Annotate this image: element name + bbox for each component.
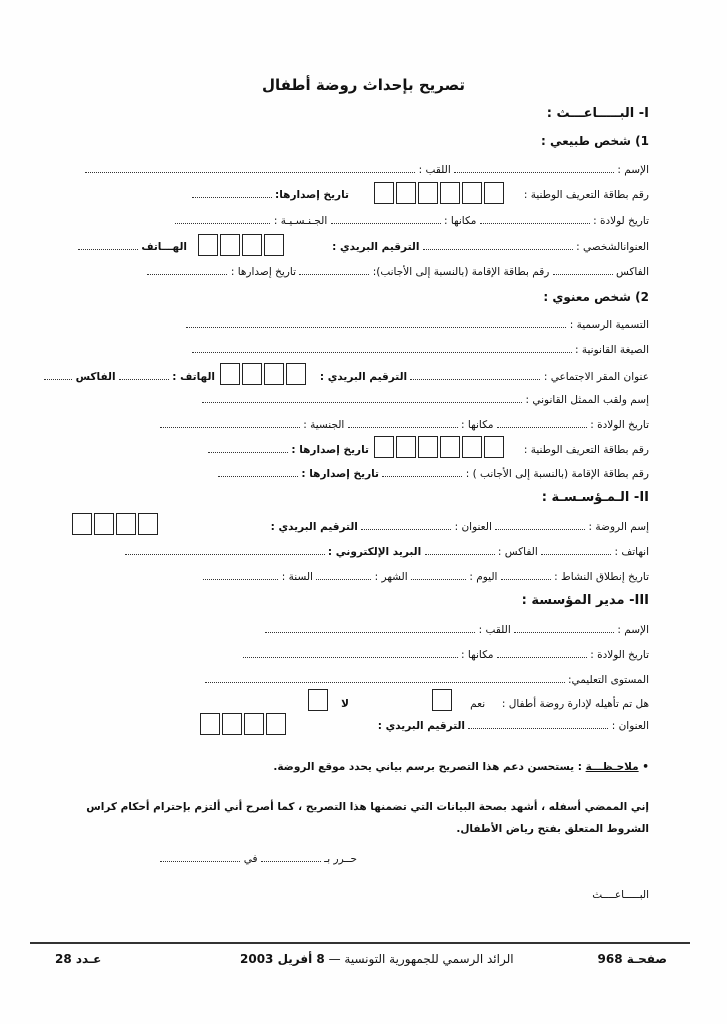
label-issue-date: تاريخ إصدارها: <box>275 189 349 201</box>
digit-box[interactable] <box>440 436 460 458</box>
label-birth-date: تاريخ الولادة : <box>590 419 649 431</box>
lp-issue-date-row <box>208 443 369 457</box>
inst-start-row <box>203 570 649 584</box>
np-national-id-row <box>524 188 649 202</box>
field-day[interactable] <box>411 570 466 580</box>
field-birth-date[interactable] <box>497 648 587 658</box>
digit-box[interactable] <box>94 513 114 535</box>
np-name-row <box>85 163 649 177</box>
field-official-name[interactable] <box>186 318 566 328</box>
np-national-id-boxes <box>372 182 504 204</box>
field-residence-issue-date[interactable] <box>218 467 298 477</box>
label-birth-date: تاريخ الولادة : <box>590 649 649 661</box>
field-phone[interactable] <box>119 370 169 380</box>
dir-no-label-wrap <box>341 697 349 711</box>
field-signed-at[interactable] <box>261 852 321 862</box>
label-address: العنوان : <box>454 521 492 533</box>
digit-box[interactable] <box>374 182 394 204</box>
label-registered-office: عنوان المقر الاجتماعي : <box>543 371 649 383</box>
field-surname[interactable] <box>85 163 415 173</box>
digit-box[interactable] <box>286 363 306 385</box>
checkbox-yes[interactable] <box>432 689 452 711</box>
field-legal-rep[interactable] <box>202 393 522 403</box>
dir-qualified-row <box>470 697 649 711</box>
digit-box[interactable] <box>396 436 416 458</box>
field-address[interactable] <box>468 719 608 729</box>
label-address: العنوانالشخصي : <box>576 241 649 253</box>
field-fax[interactable] <box>425 545 495 555</box>
label-nationality: الجـنـسـيـة : <box>273 215 328 227</box>
field-address[interactable] <box>361 520 451 530</box>
label-legal-rep: إسم ولقب الممثل القانوني : <box>525 394 649 406</box>
section-3-heading: III- مدير المؤسسة : <box>521 593 649 608</box>
inst-contact-row <box>125 545 649 559</box>
field-month[interactable] <box>316 570 371 580</box>
lp-legal-form-row <box>192 343 649 357</box>
field-address[interactable] <box>423 240 573 250</box>
digit-box[interactable] <box>266 713 286 735</box>
note <box>273 760 649 774</box>
digit-box[interactable] <box>222 713 242 735</box>
label-nationality: الجنسية : <box>303 419 345 431</box>
np-fax-row <box>147 265 649 279</box>
footer-page-number: صفحـة 968 <box>597 952 667 966</box>
label-surname: اللقب : <box>418 164 451 176</box>
signatory: البـــــاعــــث <box>592 889 649 901</box>
footer-journal <box>240 952 514 966</box>
digit-box[interactable] <box>418 182 438 204</box>
footer-date: 8 أفريل 2003 <box>240 952 325 966</box>
label-fax: الفاكس <box>615 266 649 278</box>
label-birth-date: تاريخ لولادة : <box>593 215 649 227</box>
digit-box[interactable] <box>242 363 262 385</box>
field-birth-place[interactable] <box>331 214 441 224</box>
section-2-heading: II- الـمـؤسـسـة : <box>541 490 649 505</box>
digit-box[interactable] <box>264 234 284 256</box>
digit-box[interactable] <box>198 234 218 256</box>
lp-legal-rep-row <box>202 393 649 407</box>
inst-postal-code-boxes <box>70 513 158 535</box>
np-postal-code-boxes <box>196 234 284 256</box>
dir-address-row <box>378 719 649 733</box>
label-start-date: تاريخ إنطلاق النشاط : <box>554 571 649 583</box>
label-phone: انهاتف : <box>614 546 649 558</box>
field-nationality[interactable] <box>160 418 300 428</box>
label-signed-on: في <box>243 853 258 865</box>
lp-official-name-row <box>186 318 649 332</box>
np-birth-row <box>175 214 649 228</box>
lp-birth-row <box>160 418 649 432</box>
field-legal-form[interactable] <box>192 343 572 353</box>
label-no: لا <box>341 698 349 710</box>
field-birth-place[interactable] <box>243 648 458 658</box>
dir-birth-row <box>243 648 649 662</box>
label-address: العنوان : <box>611 720 649 732</box>
checkbox-no[interactable] <box>308 689 328 711</box>
label-kindergarten-name: إسم الروضة : <box>588 521 649 533</box>
lp-office-row <box>320 370 649 384</box>
field-start-date[interactable] <box>501 570 551 580</box>
label-birth-place: مكانها : <box>461 649 494 661</box>
label-qualified-question: هل تم تأهيله لإدارة روضة أطفال : <box>501 698 649 710</box>
digit-box[interactable] <box>462 436 482 458</box>
field-issue-date[interactable] <box>192 188 272 198</box>
digit-box[interactable] <box>244 713 264 735</box>
field-fax[interactable] <box>553 265 613 275</box>
dir-name-row <box>265 623 649 637</box>
field-first-name[interactable] <box>514 623 614 633</box>
lp-postal-code-boxes <box>218 363 306 385</box>
label-official-name: التسمية الرسمية : <box>569 319 649 331</box>
digit-box[interactable] <box>138 513 158 535</box>
signed-row <box>160 852 357 866</box>
label-signed-at: حــرر بـ <box>324 853 357 865</box>
field-issue-date[interactable] <box>208 443 288 453</box>
note-text: : يستحسن دعم هذا التصريح برسم بياني يحدد موقع الروضة. <box>273 761 586 773</box>
field-signed-on[interactable] <box>160 852 240 862</box>
digit-box[interactable] <box>396 182 416 204</box>
label-year: السنة : <box>281 571 313 583</box>
dir-postal-code-boxes <box>198 713 286 735</box>
legal-person-heading: 2) شخص معنوي : <box>543 290 649 304</box>
digit-box[interactable] <box>242 234 262 256</box>
field-residence-card[interactable] <box>299 265 369 275</box>
label-legal-form: الصيغة القانونية : <box>575 344 649 356</box>
inst-name-row <box>271 520 649 534</box>
label-fax: الفاكس : <box>497 546 538 558</box>
label-residence-card: رقم بطاقة الإقامة (بالنسبة إلى الأجانب ) : <box>465 468 649 480</box>
field-year[interactable] <box>203 570 278 580</box>
label-surname: اللقب : <box>478 624 511 636</box>
field-surname[interactable] <box>265 623 475 633</box>
label-postal-code: الترقيم البريدي : <box>377 720 466 732</box>
field-phone[interactable] <box>78 240 138 250</box>
label-postal-code: الترقيم البريدي : <box>270 521 358 533</box>
digit-box[interactable] <box>220 234 240 256</box>
field-fax[interactable] <box>44 370 72 380</box>
lp-national-id-row <box>524 443 649 457</box>
label-issue-date: تاريخ إصدارها : <box>291 444 369 456</box>
digit-box[interactable] <box>418 436 438 458</box>
label-phone: الهـــاتف <box>141 241 187 253</box>
label-postal-code: الترقيم البريدي : <box>332 241 420 253</box>
label-fax: الفاكس <box>75 371 116 383</box>
label-residence-issue-date: تاريخ إصدارها : <box>301 468 380 480</box>
label-day: اليوم : <box>469 571 498 583</box>
dir-education-row <box>205 673 649 687</box>
footer-issue-number: عـدد 28 <box>55 952 102 966</box>
label-month: الشهر : <box>374 571 408 583</box>
digit-box[interactable] <box>116 513 136 535</box>
section-1-heading: I- البـــــاعـــث : <box>546 106 649 121</box>
np-address-row <box>332 240 649 254</box>
field-birth-place[interactable] <box>348 418 458 428</box>
label-national-id: رقم بطاقة التعريف الوطنية : <box>523 444 649 456</box>
lp-national-id-boxes <box>372 436 504 458</box>
field-residence-issue-date[interactable] <box>147 265 227 275</box>
field-registered-office[interactable] <box>410 370 540 380</box>
label-national-id: رقم بطاقة التعريف الوطنية : <box>523 189 649 201</box>
footer-divider <box>30 942 690 944</box>
form-title: تصريح بإحداث روضة أطفال <box>261 76 466 94</box>
field-residence-card[interactable] <box>382 467 462 477</box>
digit-box[interactable] <box>374 436 394 458</box>
digit-box[interactable] <box>72 513 92 535</box>
field-kindergarten-name[interactable] <box>495 520 585 530</box>
field-nationality[interactable] <box>175 214 270 224</box>
label-education-level: المستوى التعليمي: <box>567 674 649 686</box>
np-phone-row <box>78 240 187 254</box>
digit-box[interactable] <box>440 182 460 204</box>
digit-box[interactable] <box>462 182 482 204</box>
field-phone[interactable] <box>541 545 611 555</box>
natural-person-heading: 1) شخص طبيعي : <box>540 134 649 148</box>
label-email: البريد الإلكتروني : <box>327 546 422 558</box>
field-first-name[interactable] <box>454 163 614 173</box>
label-phone: الهاتف : <box>172 371 215 383</box>
label-birth-place: مكانها : <box>461 419 494 431</box>
digit-box[interactable] <box>220 363 240 385</box>
digit-box[interactable] <box>484 436 504 458</box>
footer-journal-name: الرائد الرسمي للجمهورية التونسية — <box>324 952 514 966</box>
label-postal-code: الترقيم البريدي : <box>319 371 408 383</box>
field-email[interactable] <box>125 545 325 555</box>
label-first-name: الإسم : <box>617 164 649 176</box>
digit-box[interactable] <box>200 713 220 735</box>
np-issue-date-row <box>192 188 349 202</box>
digit-box[interactable] <box>484 182 504 204</box>
note-label: ملاحـظـــة <box>585 761 639 773</box>
bullet: • <box>638 761 649 773</box>
digit-box[interactable] <box>264 363 284 385</box>
declaration: إني الممضي أسفله ، أشهد بصحة البيانات التي تضمنها هذا التصريح ، كما أصرح أني ألتزم بإحترام أحكام كراس الشروط المتعلق بفتح رياض الأطفال. <box>86 801 649 835</box>
label-residence-issue-date: تاريخ إصدارها : <box>230 266 296 278</box>
field-education-level[interactable] <box>205 673 565 683</box>
label-residence-card: رقم بطاقة الإقامة (بالنسبة إلى الأجانب): <box>372 266 550 278</box>
field-birth-date[interactable] <box>497 418 587 428</box>
lp-residence-row <box>218 467 649 481</box>
label-first-name: الإسم : <box>617 624 649 636</box>
field-birth-date[interactable] <box>480 214 590 224</box>
lp-phone-fax-row <box>44 370 215 384</box>
label-birth-place: مكانها : <box>443 215 477 227</box>
label-yes: نعم <box>470 698 486 710</box>
